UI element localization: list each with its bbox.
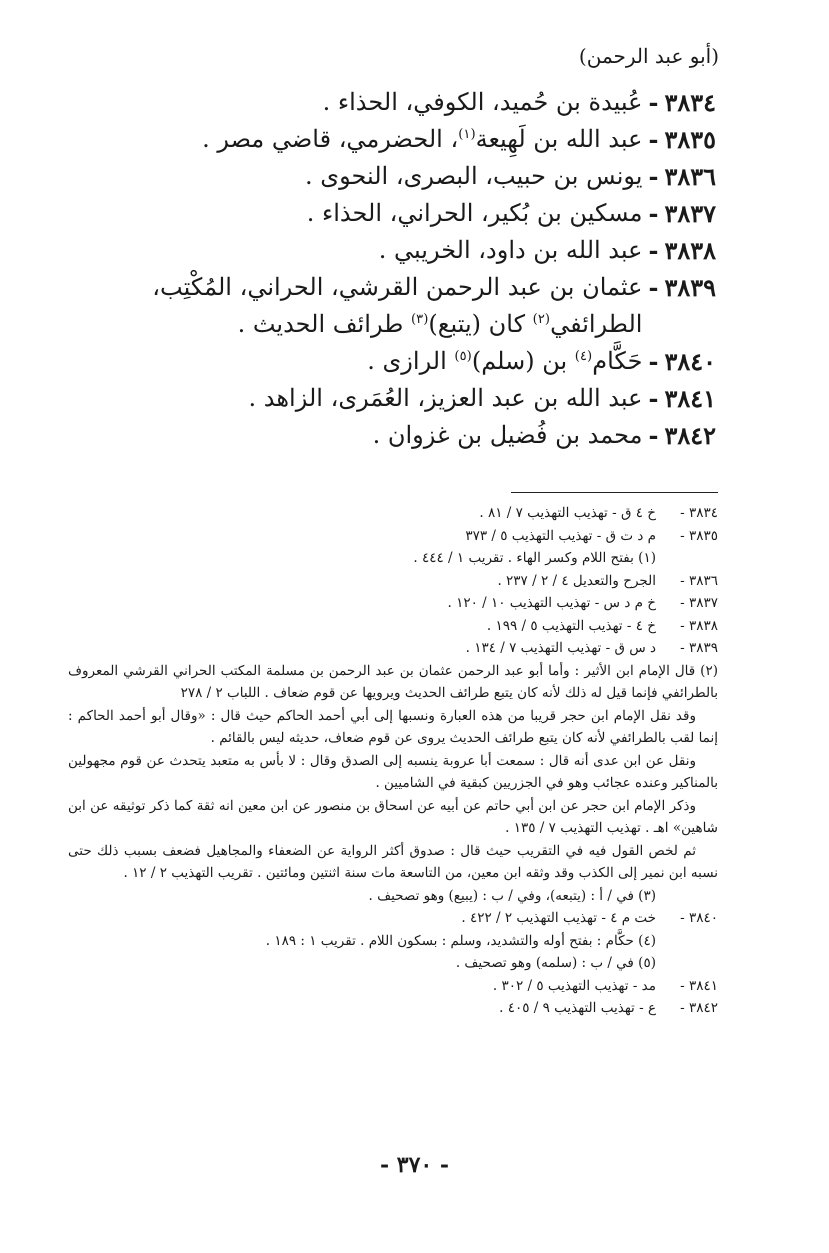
entry-text: [66, 343, 642, 380]
entry-3837: [66, 195, 716, 232]
entry-text: محمد بن فُضيل بن غزوان .: [372, 421, 643, 449]
running-header: (أبو عبد الرحمن): [578, 44, 719, 68]
footnotes-section: [68, 502, 718, 1020]
entry-3834: [66, 84, 716, 121]
note-text: خ م د س - تهذيب التهذيب ١٠ / ١٢٠ .: [447, 595, 656, 611]
entry-number: ٣٨٣٧: [664, 199, 716, 228]
note-number: ٣٨٣٩ -: [680, 640, 718, 656]
footnote-2-para-5: ثم لخص القول فيه في التقريب حيث قال : صدوق أكثر الرواية عن الضعفاء والمجاهيل فضعف بسبب ذلك حتى نسبه ابن نمير إلى الكذب وقد وثقه ابن معين، من التاسعة مات سنة اثنتين ومائتين . تقريب التهذيب ٢ / ١٢ .: [68, 842, 718, 881]
note-3841: [68, 975, 718, 998]
note-text: خ ٤ ق - تهذيب التهذيب ٧ / ٨١ .: [479, 505, 656, 521]
entry-text-part: حَكَّام: [592, 347, 643, 375]
entry-3836: [66, 158, 716, 195]
footnote-2-para-3: ونقل عن ابن عدى أنه قال : سمعت أبا عروبة ينسبه إلى الصدق وقال : لا بأس به متعبد يتحدث عن قوم مجهولين بالمناكير وعنده عجائب وهو في الجزريين كبقية في الشاميين .: [68, 752, 718, 791]
entry-text-part: الرازى .: [367, 347, 455, 375]
entry-number: ٣٨٣٩: [664, 273, 716, 302]
note-3837: [68, 592, 718, 615]
note-3835: [68, 525, 718, 548]
entry-dash: -: [648, 421, 659, 450]
entry-text-part: بن (سلم): [471, 347, 575, 375]
entry-number: ٣٨٤٠: [664, 347, 716, 376]
entry-text-part: عبد الله بن لَهِيعة: [475, 125, 643, 153]
note-text: الجرح والتعديل ٤ / ٢ / ٢٣٧ .: [497, 572, 656, 589]
entry-number: ٣٨٣٤: [664, 88, 716, 117]
entry-3835: [66, 121, 716, 158]
entry-text-part: عثمان بن عبد الرحمن القرشي، الحراني، المُكْتِب، الطرائفي: [152, 273, 643, 338]
note-text: م د ت ق - تهذيب التهذيب ٥ / ٣٧٣: [465, 527, 656, 544]
entry-number: ٣٨٣٨: [664, 236, 716, 265]
note-number: ٣٨٣٧ -: [680, 595, 718, 611]
entry-3839: [66, 269, 716, 343]
note-text: ع - تهذيب التهذيب ٩ / ٤٠٥ .: [499, 1000, 656, 1016]
entry-text: عُبيدة بن حُميد، الكوفي، الحذاء .: [322, 88, 643, 116]
entry-number: ٣٨٣٥: [664, 125, 716, 154]
note-text: مد - تهذيب التهذيب ٥ / ٣٠٢ .: [492, 977, 656, 994]
note-3834: [68, 502, 718, 525]
entry-text-part: ، الحضرمي، قاضي مصر .: [202, 125, 459, 153]
note-3840: [68, 907, 718, 930]
footnote-3: (٣) في / أ : (يتبعه)، وفي / ب : (يبيع) وهو تصحيف .: [368, 887, 656, 904]
entry-dash: -: [648, 236, 659, 265]
footnote-ref: (٣): [410, 312, 429, 327]
note-number: ٣٨٣٨ -: [680, 617, 718, 634]
entry-text: يونس بن حبيب، البصرى، النحوى .: [305, 162, 643, 190]
entry-text: عبد الله بن عبد العزيز، العُمَرى، الزاهد .: [248, 384, 643, 412]
entry-text: مسكين بن بُكير، الحراني، الحذاء .: [306, 199, 643, 227]
entry-number: ٣٨٤١: [664, 384, 716, 413]
footnote-2-para-1: (٢) قال الإمام ابن الأثير : وأما أبو عبد الرحمن عثمان بن عبد الرحمن بن مسلمة المكتب الحراني القرشي المعروف بالطرائفي فإنما قيل له ذلك لأنه كان يتبع طرائف الحديث ويرويها عن قوم ضعاف . اللباب ٢ / ٢٧٨: [68, 662, 718, 701]
entry-3842: [66, 417, 716, 454]
page-number: - ٣٧٠ -: [379, 1152, 450, 1178]
entry-text: [66, 121, 642, 158]
footnote-divider: [511, 492, 718, 493]
note-3842: [68, 997, 718, 1020]
entry-text: [66, 269, 642, 343]
footnote-2-para-4: وذكر الإمام ابن حجر عن ابن أبي حاتم عن أبيه عن اسحاق بن منصور عن ابن معين انه ثقة كما ذكر توثيقه عن ابن شاهين» اهـ . تهذيب التهذيب ٧ / ١٣٥ .: [68, 797, 718, 836]
entry-dash: -: [648, 88, 659, 117]
note-text: د س ق - تهذيب التهذيب ٧ / ١٣٤ .: [465, 640, 656, 656]
entry-text-part: كان (يتبع): [428, 310, 533, 338]
entry-dash: -: [648, 162, 659, 191]
entry-dash: -: [648, 125, 659, 154]
note-number: ٣٨٤١ -: [680, 977, 718, 994]
note-number: ٣٨٣٥ -: [680, 527, 718, 544]
footnote-5: (٥) في / ب : (سلمه) وهو تصحيف .: [455, 955, 656, 971]
entry-dash: -: [648, 384, 659, 413]
entry-dash: -: [648, 273, 659, 302]
biography-entries: [66, 84, 716, 454]
entry-number: ٣٨٣٦: [664, 162, 716, 191]
entry-3838: [66, 232, 716, 269]
footnote-ref: (٢): [532, 312, 551, 327]
entry-text-part: طرائف الحديث .: [237, 310, 411, 338]
note-3836: [68, 570, 718, 593]
note-number: ٣٨٤٠ -: [680, 910, 718, 926]
note-text: خت م ٤ - تهذيب التهذيب ٢ / ٤٢٢ .: [461, 910, 656, 926]
note-3839: [68, 637, 718, 660]
entry-dash: -: [648, 199, 659, 228]
footnote-4: (٤) حكَّام : بفتح أوله والتشديد، وسلم : بسكون اللام . تقريب ١ : ١٨٩ .: [265, 932, 656, 949]
entry-dash: -: [648, 347, 659, 376]
entry-3841: [66, 380, 716, 417]
footnote-2-para-2: وقد نقل الإمام ابن حجر قريبا من هذه العبارة ونسبها إلى أبي أحمد الحاكم حيث قال : «وقال أبو أحمد الحاكم : إنما لقب بالطرائفي لأنه كان يتبع طرائف الحديث يروى عن قوم ضعاف، حديثه ليس بالقائم .: [68, 707, 718, 746]
footnote-ref: (٥): [454, 349, 472, 364]
note-text: خ ٤ - تهذيب التهذيب ٥ / ١٩٩ .: [486, 617, 656, 634]
entry-3840: [66, 343, 716, 380]
footnote-ref: (١): [458, 127, 476, 142]
note-3838: [68, 615, 718, 638]
entry-text: عبد الله بن داود، الخريبي .: [378, 236, 643, 264]
entry-number: ٣٨٤٢: [664, 421, 716, 450]
footnote-ref: (٤): [574, 349, 593, 364]
note-number: ٣٨٤٢ -: [680, 1000, 718, 1016]
note-number: ٣٨٣٦ -: [680, 572, 718, 589]
footnote-1: (١) بفتح اللام وكسر الهاء . تقريب ١ / ٤٤٤ .: [413, 550, 656, 566]
note-number: ٣٨٣٤ -: [680, 505, 718, 521]
